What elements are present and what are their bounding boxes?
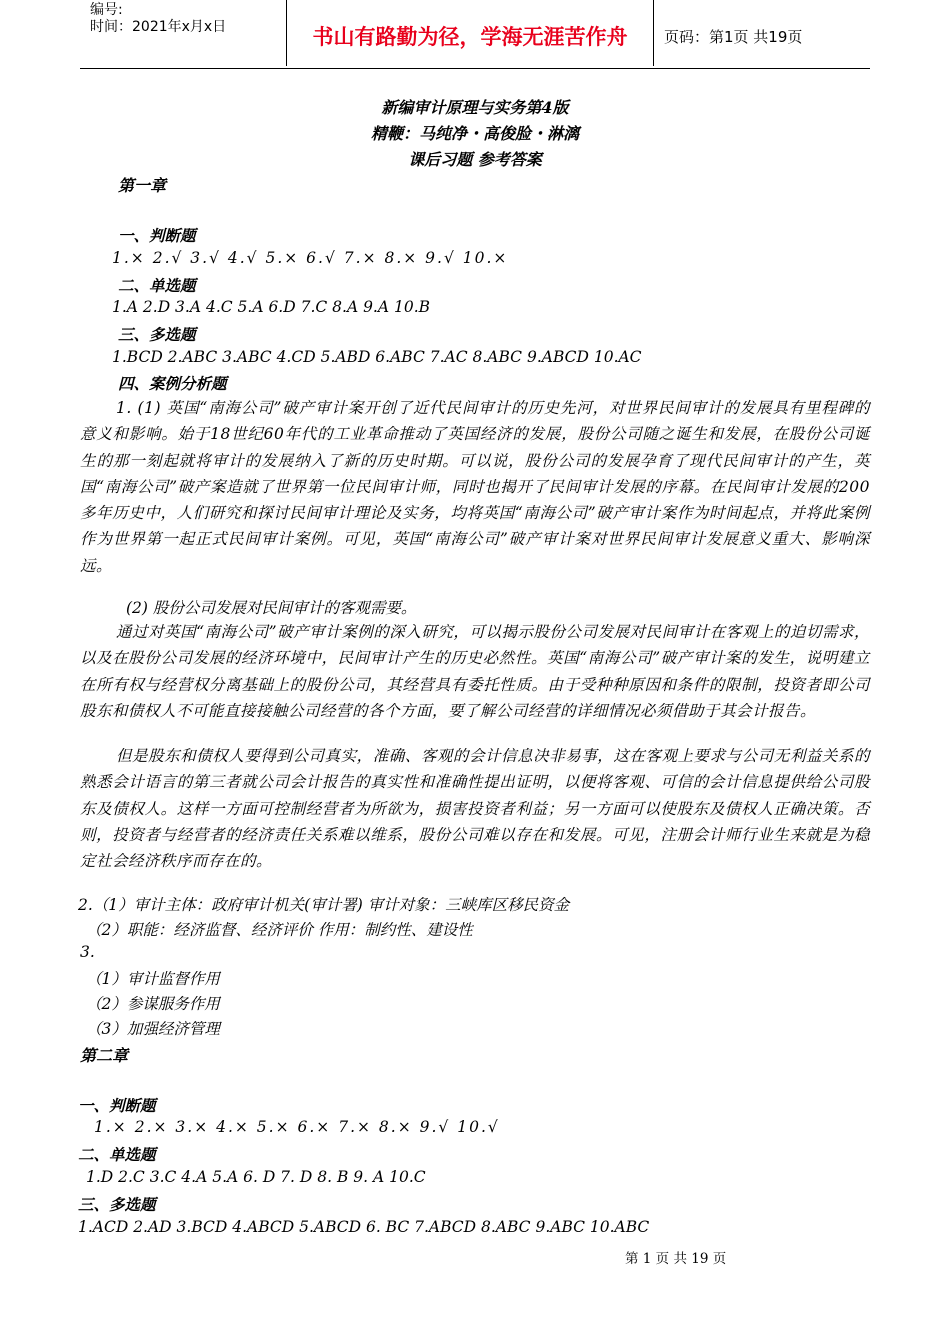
chapter-2-heading: 第二章 — [80, 1046, 129, 1065]
header-page-label: 页码：第1页 共19页 — [664, 28, 803, 46]
ch1-q2-line2: （2）职能：经济监督、经济评价 作用：制约性、建设性 — [86, 921, 473, 939]
ch2-multi-answers: 1.ACD 2.AD 3.BCD 4.ABCD 5.ABCD 6. BC 7.ABCD 8.ABC 9.ABC 10.ABC — [78, 1218, 650, 1236]
ch1-q3-label: 3. — [80, 943, 95, 961]
ch1-q3-item-2: （2）参谋服务作用 — [86, 995, 220, 1013]
header-divider — [80, 68, 870, 69]
header-meta — [90, 2, 226, 36]
ch1-q3-item-1: （1）审计监督作用 — [86, 970, 220, 988]
header-number-label: 编号: — [90, 2, 123, 18]
page-header — [80, 0, 870, 68]
ch2-section-single: 二、单选题 — [78, 1145, 156, 1164]
doc-title: 新编审计原理与实务第4版 — [381, 98, 569, 117]
ch1-section-case: 四、案例分析题 — [118, 374, 227, 393]
ch1-q2-line1: 2.（1）审计主体：政府审计机关(审计署) 审计对象：三峡库区移民资金 — [78, 896, 570, 914]
ch1-multi-answers: 1.BCD 2.ABC 3.ABC 4.CD 5.ABD 6.ABC 7.AC 8.ABC 9.ABCD 10.AC — [112, 348, 642, 366]
ch1-section-judgement: 一、判断题 — [118, 226, 196, 245]
ch2-section-multi: 三、多选题 — [78, 1195, 156, 1214]
header-time-label: 时间：2021年x月x日 — [90, 19, 227, 35]
ch1-q3-item-3: （3）加强经济管理 — [86, 1020, 220, 1038]
chapter-1-heading: 第一章 — [118, 176, 167, 195]
header-motto: 书山有路勤为径，学海无涯苦作舟 — [312, 25, 628, 49]
header-motto-box — [286, 0, 654, 66]
ch1-single-answers: 1.A 2.D 3.A 4.C 5.A 6.D 7.C 8.A 9.A 10.B — [112, 298, 431, 316]
doc-subtitle: 课后习题 参考答案 — [408, 150, 542, 169]
doc-authors: 精鞭：马纯净・高俊脸・淋漓 — [370, 124, 579, 143]
ch2-judgement-answers: 1.× 2.× 3.× 4.× 5.× 6.× 7.× 8.× 9.√ 10.√ — [94, 1118, 500, 1136]
ch2-section-judgement: 一、判断题 — [78, 1096, 156, 1115]
ch1-section-multi: 三、多选题 — [118, 325, 196, 344]
ch2-single-answers: 1.D 2.C 3.C 4.A 5.A 6. D 7. D 8. B 9. A 10.C — [86, 1168, 426, 1186]
ch1-case-paragraph-3: 但是股东和债权人要得到公司真实，准确、客观的会计信息决非易事，这在客观上要求与公司无利益关系的熟悉会计语言的第三者就公司会计报告的真实性和准确性提出证明，以便将客观、可信的会计信息提供给公司股东及债权人。这样一方面可控制经营者为所欲为，损害投资者利益；另一方面可以使股东及债权人正确决策。否则，投资者与经营者的经济责任关系难以维系，股份公司难以存在和发展。可见，注册会计师行业生来就是为稳定社会经济秩序而存在的。 — [80, 747, 870, 871]
ch1-case-paragraph-2: 通过对英国“南海公司”破产审计案例的深入研究，可以揭示股份公司发展对民间审计在客观上的迫切需求，以及在股份公司发展的经济环境中，民间审计产生的历史必然性。英国“南海公司”破产审计案的发生，说明建立在所有权与经营权分离基础上的股份公司，其经营具有委托性质。由于受种种原因和条件的限制，投资者即公司股东和债权人不可能直接接触公司经营的各个方面，要了解公司经营的详细情况必须借助于其会计报告。 — [80, 623, 870, 720]
ch1-section-single: 二、单选题 — [118, 276, 196, 295]
ch1-case-paragraph-1: 1. (1) 英国“南海公司”破产审计案开创了近代民间审计的历史先河，对世界民间审计的发展具有里程碑的意义和影响。始于18世纪60年代的工业革命推动了英国经济的发展，股份公司随之诞生和发展，在股份公司诞生的那一刻起就将审计的发展纳入了新的历史时期。可以说，股份公司的发展孕育了现代民间审计的产生，英国“南海公司”破产案造就了世界第一位民间审计师，同时也揭开了民间审计发展的序幕。在民间审计发展的200多年历史中，人们研究和探讨民间审计理论及实务，均将英国“南海公司”破产审计案作为时间起点，并将此案例作为世界第一起正式民间审计案例。可见，英国“南海公司”破产审计案对世界民间审计发展意义重大、影响深远。 — [80, 399, 870, 575]
footer-page-number: 第 1 页 共 19 页 — [625, 1251, 727, 1267]
ch1-case-subheading-2: (2) 股份公司发展对民间审计的客观需要。 — [126, 599, 417, 617]
ch1-judgement-answers: 1.× 2.√ 3.√ 4.√ 5.× 6.√ 7.× 8.× 9.√ 10.× — [112, 249, 509, 267]
